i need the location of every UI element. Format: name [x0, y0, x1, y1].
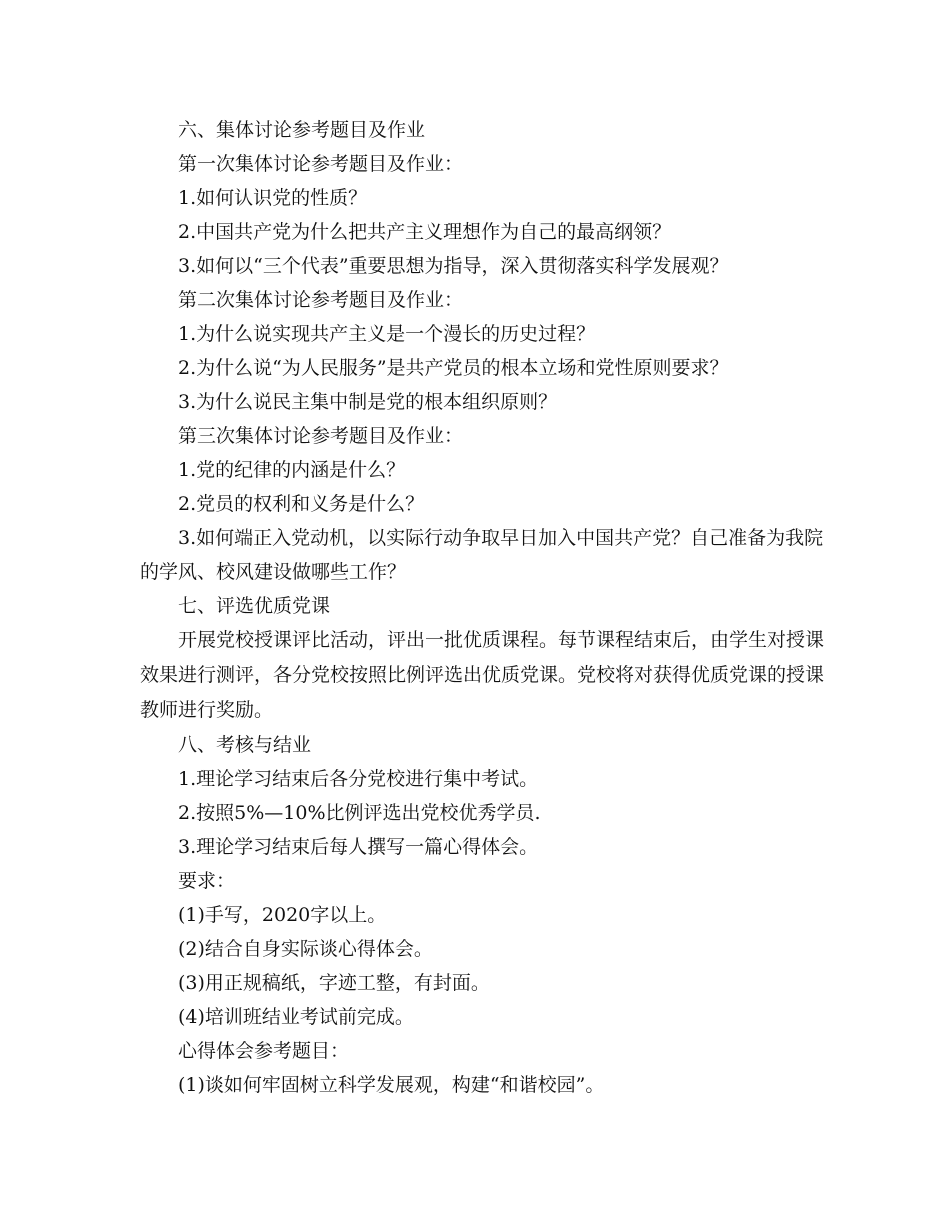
list-item: 2.按照5%—10%比例评选出党校优秀学员.: [178, 802, 541, 824]
subheading-second-discussion: 第二次集体讨论参考题目及作业：: [178, 289, 464, 311]
reference-topic-item: (1)谈如何牢固树立科学发展观，构建“和谐校园”。: [178, 1074, 605, 1096]
requirement-item: (1)手写，2020字以上。: [178, 904, 387, 926]
list-item-continuation: 的学风、校风建设做哪些工作？: [140, 561, 407, 583]
list-item: 1.为什么说实现共产主义是一个漫长的历史过程？: [178, 323, 596, 345]
subheading-third-discussion: 第三次集体讨论参考题目及作业：: [178, 425, 464, 447]
requirement-item: (4)培训班结业考试前完成。: [178, 1006, 414, 1028]
list-item: 1.党的纪律的内涵是什么？: [178, 459, 406, 481]
paragraph-line: 教师进行奖励。: [140, 699, 274, 721]
reference-topics-heading: 心得体会参考题目：: [178, 1040, 350, 1062]
list-item: 2.党员的权利和义务是什么？: [178, 493, 425, 515]
list-item: 1.理论学习结束后各分党校进行集中考试。: [178, 768, 539, 790]
requirement-item: (3)用正规稿纸，字迹工整，有封面。: [178, 972, 490, 994]
list-item: 2.中国共产党为什么把共产主义理想作为自己的最高纲领？: [178, 221, 672, 243]
paragraph-line: 开展党校授课评比活动，评出一批优质课程。每节课程结束后，由学生对授课: [178, 629, 825, 651]
list-item: 3.为什么说民主集中制是党的根本组织原则？: [178, 391, 558, 413]
list-item: 3.如何以“三个代表”重要思想为指导，深入贯彻落实科学发展观？: [178, 255, 729, 277]
list-item: 3.理论学习结束后每人撰写一篇心得体会。: [178, 836, 539, 858]
section-heading-assessment: 八、考核与结业: [178, 734, 312, 756]
requirements-heading: 要求：: [178, 870, 236, 892]
list-item: 3.如何端正入党动机，以实际行动争取早日加入中国共产党？自己准备为我院: [178, 527, 824, 549]
section-heading-discussion: 六、集体讨论参考题目及作业: [178, 119, 426, 141]
list-item: 2.为什么说“为人民服务”是共产党员的根本立场和党性原则要求？: [178, 357, 729, 379]
paragraph-line: 效果进行测评，各分党校按照比例评选出优质党课。党校将对获得优质党课的授课: [140, 664, 825, 686]
section-heading-quality-courses: 七、评选优质党课: [178, 595, 331, 617]
subheading-first-discussion: 第一次集体讨论参考题目及作业：: [178, 153, 464, 175]
list-item: 1.如何认识党的性质？: [178, 187, 368, 209]
requirement-item: (2)结合自身实际谈心得体会。: [178, 938, 433, 960]
